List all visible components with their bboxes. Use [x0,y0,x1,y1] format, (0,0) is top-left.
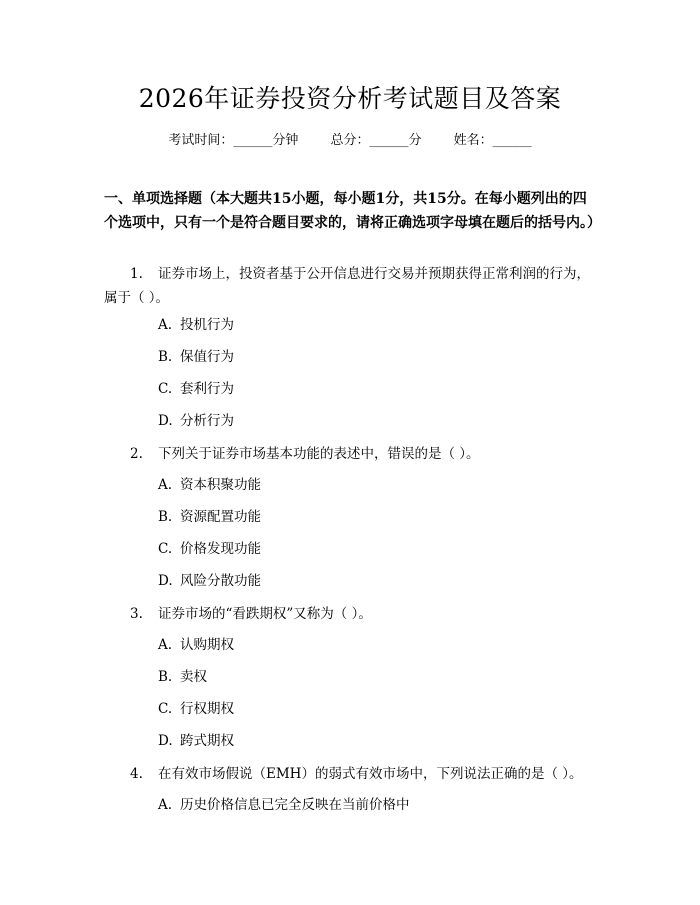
question-3-option-a [158,634,234,656]
option-letter: A. [158,317,173,333]
question-text: 证券市场上，投资者基于公开信息进行交易并预期获得正常利润的行为，属于（ ）。 [104,266,590,306]
page-title: 2026年证券投资分析考试题目及答案 [138,84,562,113]
option-letter: C. [158,381,173,397]
question-4-option-a [158,794,410,816]
question-2-option-d [158,570,261,592]
question-text: 下列关于证券市场基本功能的表述中，错误的是（ ）。 [158,446,480,462]
option-text: 投机行为 [180,317,234,333]
option-text: 套利行为 [180,381,234,397]
question-3-option-b [158,666,207,688]
exam-time-field: 考试时间：______分钟 [168,133,299,148]
option-letter: A. [158,637,173,653]
option-letter: D. [158,733,173,749]
question-2-option-a [158,474,261,496]
option-letter: D. [158,573,173,589]
option-letter: A. [158,477,173,493]
question-number: 1. [130,266,143,282]
option-letter: D. [158,413,173,429]
question-1-option-a [158,314,234,336]
option-letter: B. [158,669,173,685]
question-number: 2. [130,446,143,462]
total-score-field: 总分：______分 [330,133,422,148]
option-letter: B. [158,509,173,525]
option-text: 价格发现功能 [180,541,261,557]
question-2 [104,442,600,466]
question-1-option-b [158,346,234,368]
question-2-option-b [158,506,261,528]
question-1-option-c [158,378,234,400]
question-number: 4. [130,766,143,782]
option-letter: C. [158,701,173,717]
question-3-option-c [158,698,234,720]
option-text: 保值行为 [180,349,234,365]
section-heading: 一、单项选择题（本大题共15小题，每小题1分，共15分。在每小题列出的四个选项中，只有一个是符合题目要求的，请将正确选项字母填在题后的括号内。） [104,191,601,231]
question-2-option-c [158,538,261,560]
option-letter: B. [158,349,173,365]
option-letter: C. [158,541,173,557]
option-text: 资本积聚功能 [180,477,261,493]
option-text: 卖权 [180,669,207,685]
option-text: 资源配置功能 [180,509,261,525]
question-number: 3. [130,606,143,622]
question-1-option-d [158,410,234,432]
option-text: 跨式期权 [180,733,234,749]
option-text: 风险分散功能 [180,573,261,589]
option-text: 认购期权 [180,637,234,653]
question-1 [104,262,600,310]
student-name-field: 姓名：______ [453,133,532,148]
question-4 [104,762,600,786]
option-text: 历史价格信息已完全反映在当前价格中 [180,797,410,813]
question-text: 在有效市场假说（EMH）的弱式有效市场中，下列说法正确的是（ ）。 [158,766,583,782]
option-text: 分析行为 [180,413,234,429]
option-text: 行权期权 [180,701,234,717]
question-3 [104,602,600,626]
question-text: 证券市场的“看跌期权”又称为（ ）。 [158,606,372,622]
exam-meta [0,131,700,151]
question-3-option-d [158,730,234,752]
option-letter: A. [158,797,173,813]
